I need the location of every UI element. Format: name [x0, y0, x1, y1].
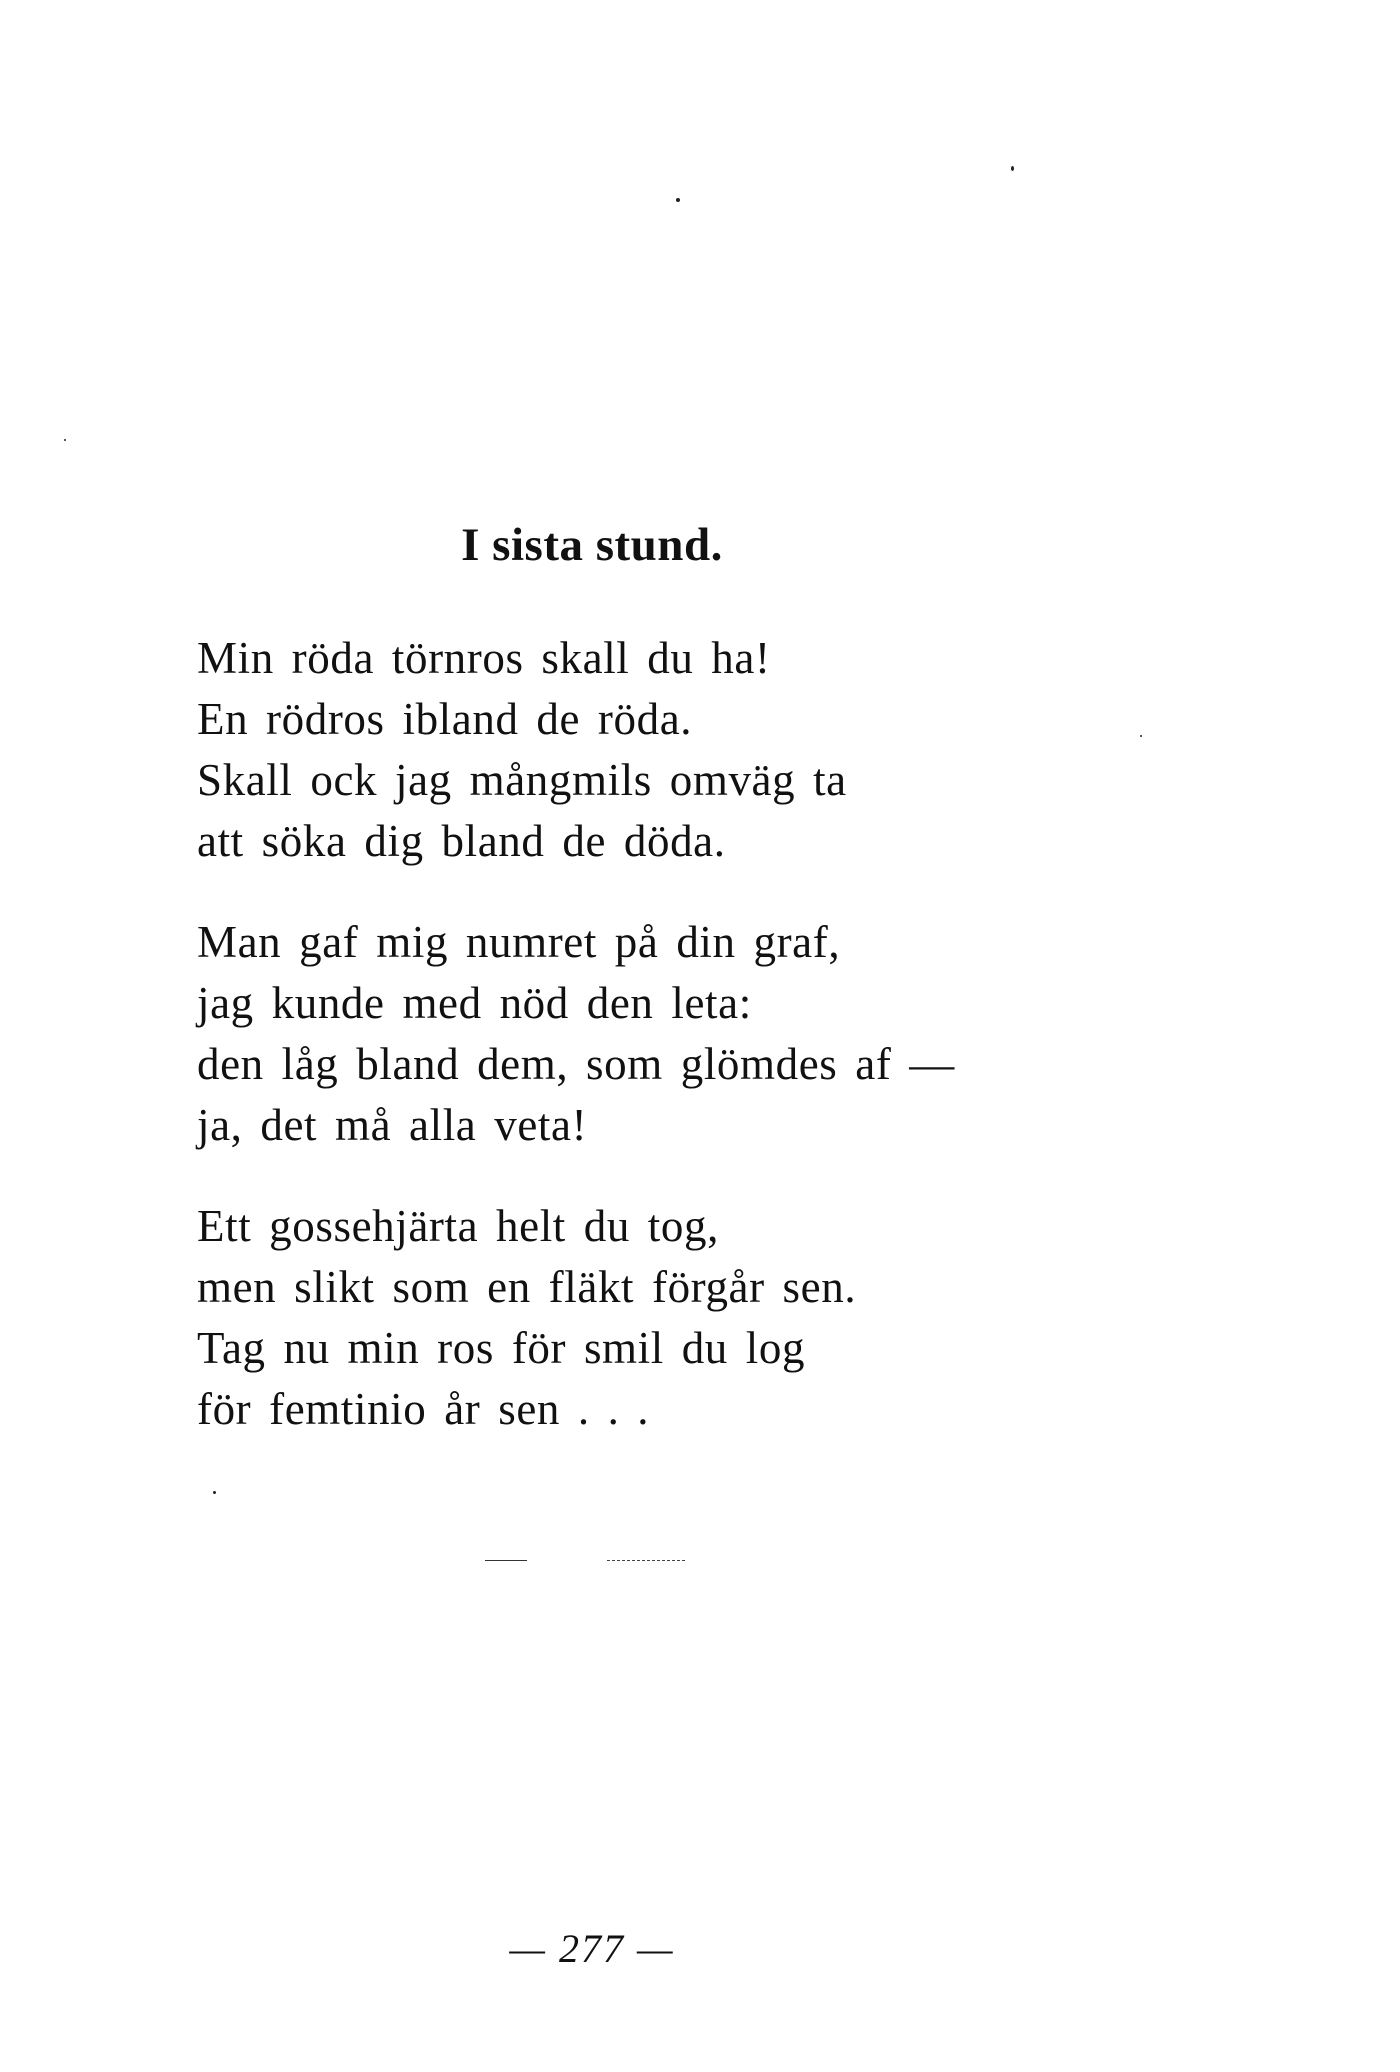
poem-line: för femtinio år sen . . .	[197, 1384, 650, 1434]
poem-body	[197, 628, 1197, 1480]
poem-line: men slikt som en fläkt förgår sen.	[197, 1262, 857, 1312]
poem-line: Min röda törnros skall du ha!	[197, 633, 771, 683]
poem-title: I sista stund.	[461, 519, 723, 571]
print-speck	[213, 1491, 216, 1494]
print-speck	[676, 198, 680, 202]
stanza-2	[197, 912, 1197, 1156]
stanza-3	[197, 1196, 1197, 1440]
stanza-1	[197, 628, 1197, 872]
poem-line: Tag nu min ros för smil du log	[197, 1323, 806, 1373]
end-rule	[485, 1560, 527, 1561]
poem-line: den låg bland dem, som glömdes af —	[197, 1039, 955, 1089]
print-speck	[1011, 166, 1014, 171]
print-speck	[1140, 735, 1142, 737]
page-number: — 277 —	[509, 1926, 675, 1971]
end-rule-dashed	[607, 1560, 685, 1561]
poem-line: Man gaf mig numret på din graf,	[197, 917, 841, 967]
poem-line: att söka dig bland de döda.	[197, 816, 726, 866]
poem-line: ja, det må alla veta!	[197, 1100, 588, 1150]
poem-line: En rödros ibland de röda.	[197, 694, 693, 744]
print-speck	[64, 439, 66, 441]
poem-line: Skall ock jag mångmils omväg ta	[197, 755, 847, 805]
poem-line: Ett gossehjärta helt du tog,	[197, 1201, 719, 1251]
poem-line: jag kunde med nöd den leta:	[197, 978, 752, 1028]
